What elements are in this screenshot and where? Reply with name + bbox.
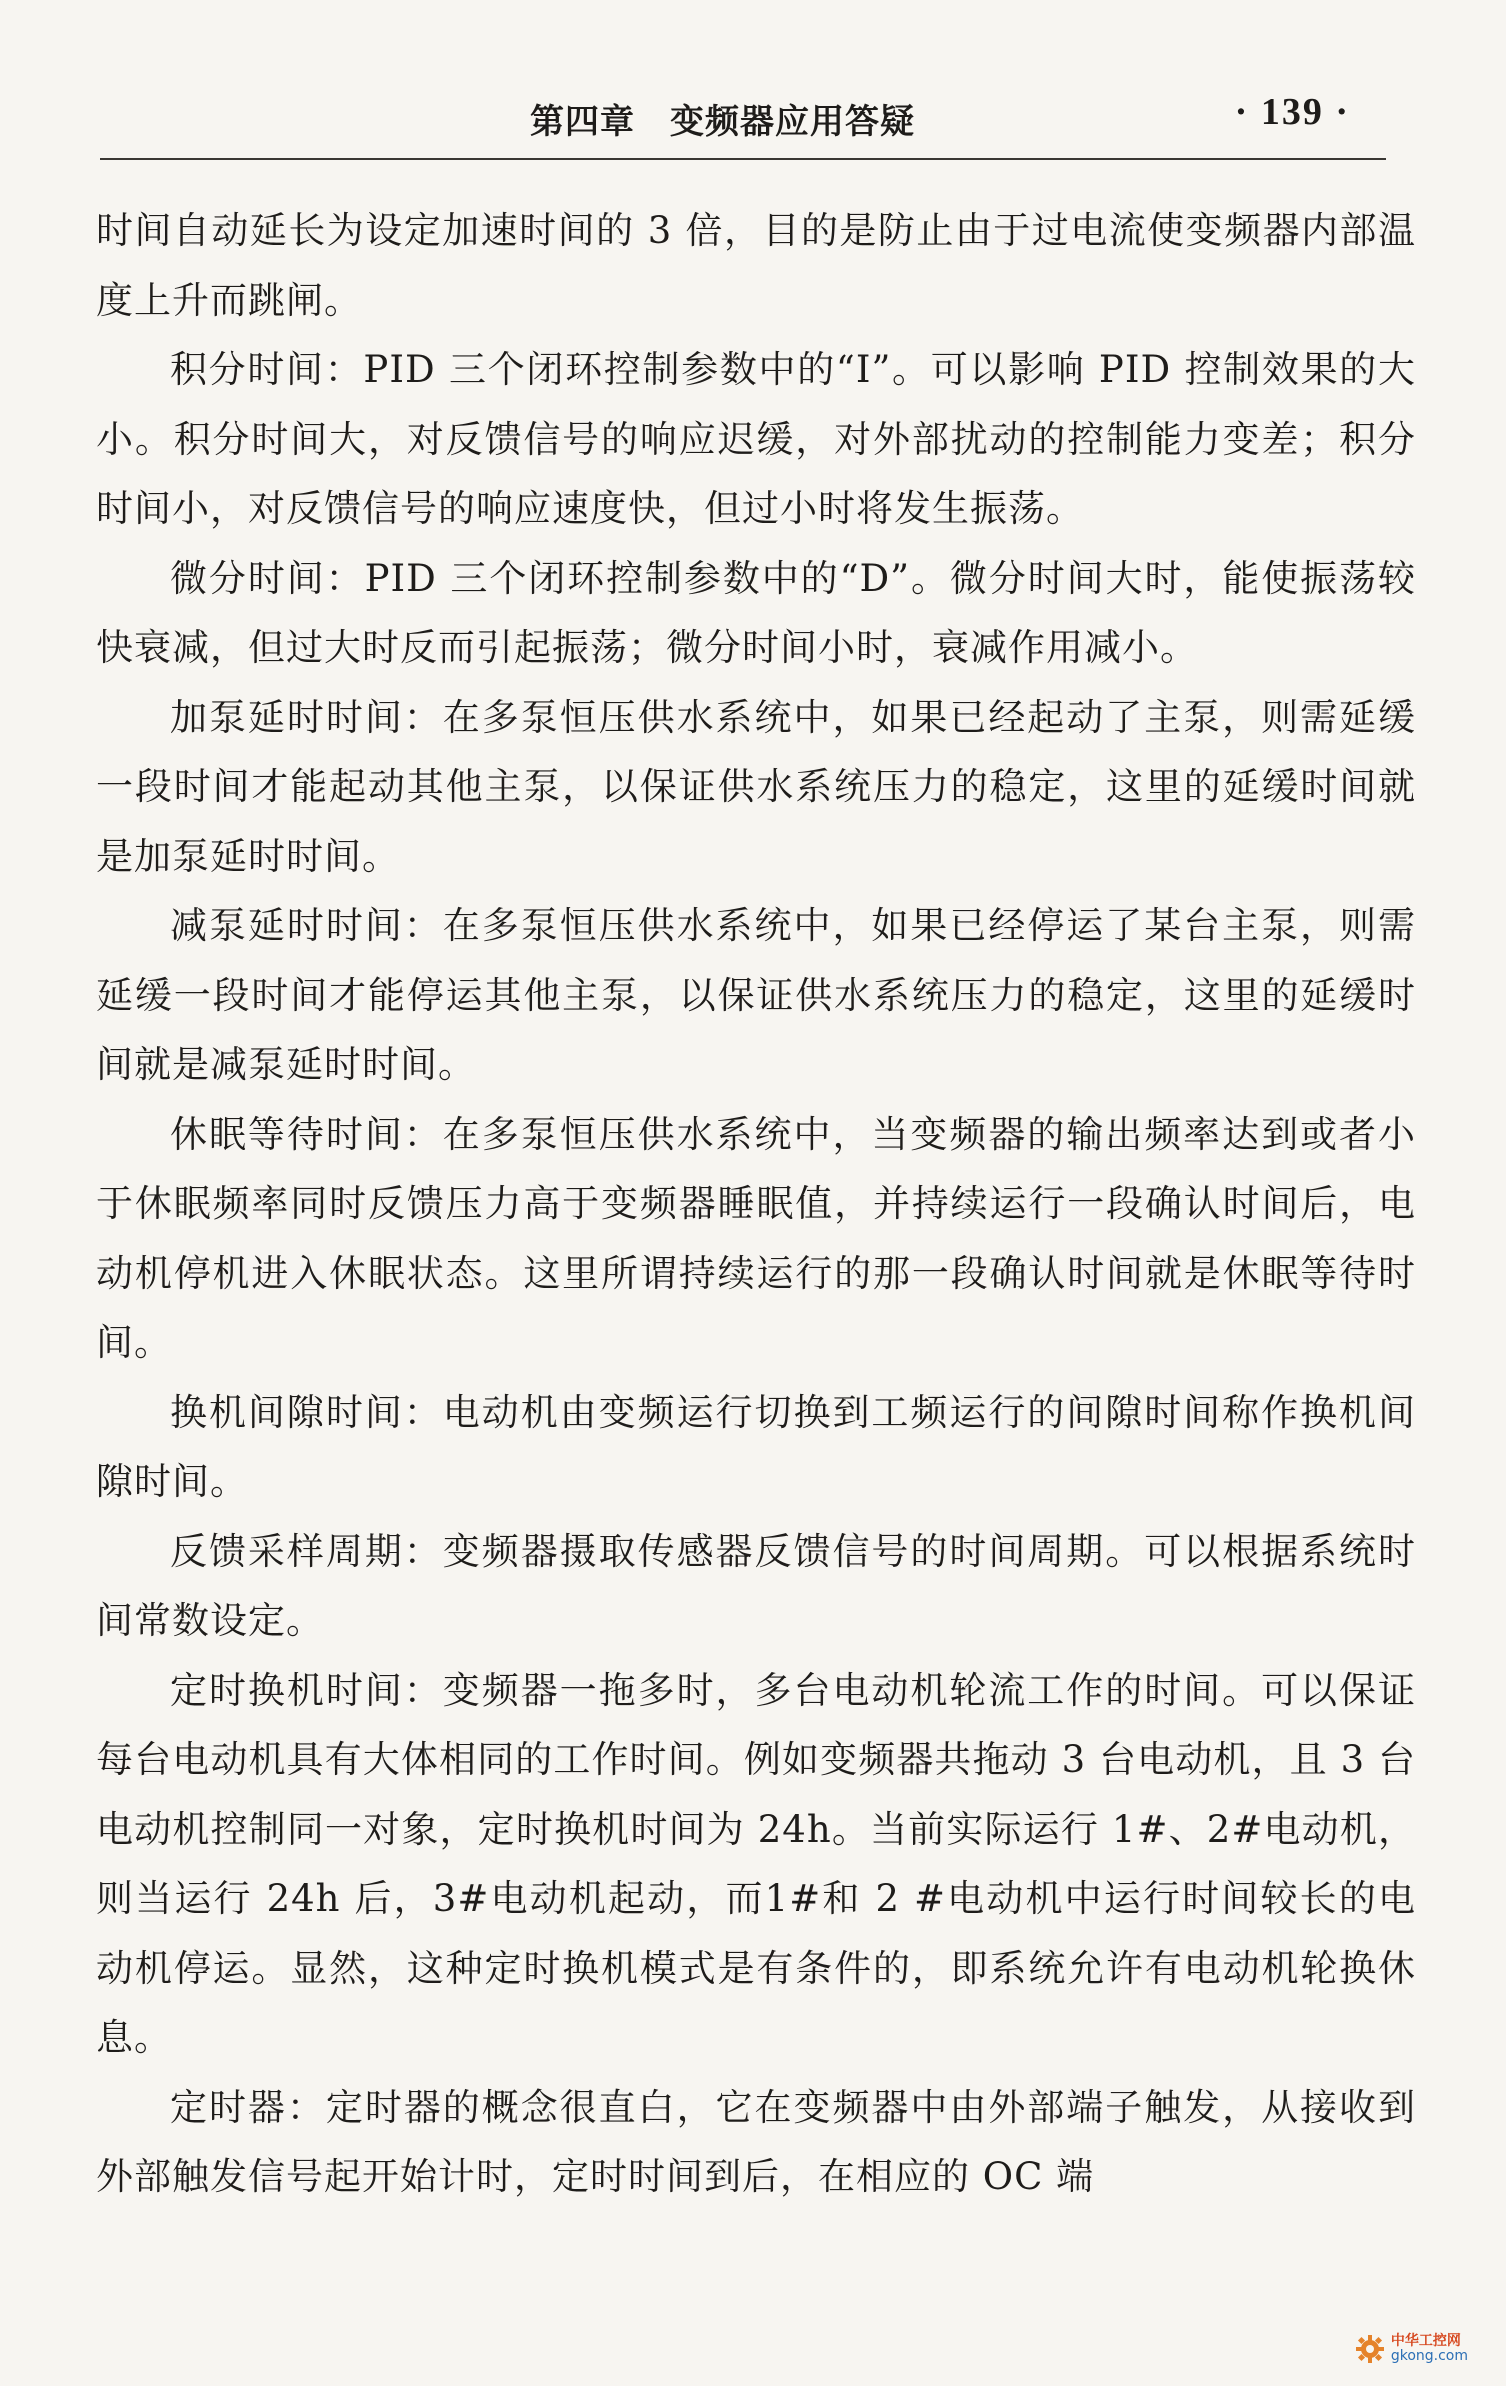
running-header [100,88,1380,152]
paragraph-feedback-sampling: 反馈采样周期：变频器摄取传感器反馈信号的时间周期。可以根据系统时间常数设定。 [96,1529,1416,1642]
gear-icon [1355,2334,1385,2364]
paragraph-pump-add-delay: 加泵延时时间：在多泵恒压供水系统中，如果已经起动了主泵，则需延缓一段时间才能起动其他主泵，以保证供水系统压力的稳定，这里的延缓时间就是加泵延时时间。 [96,695,1416,878]
paragraph-derivative-time: 微分时间：PID 三个闭环控制参数中的“D”。微分时间大时，能使振荡较快衰减，但过大时反而引起振荡；微分时间小时，衰减作用减小。 [96,556,1416,669]
body-text [96,196,1416,2212]
paragraph-integral-time: 积分时间：PID 三个闭环控制参数中的“I”。可以影响 PID 控制效果的大小。积分时间大，对反馈信号的响应迟缓，对外部扰动的控制能力变差；积分时间小，对反馈信号的响应速度快，但过小时将发生振荡。 [96,348,1416,530]
watermark-text [1391,2334,1468,2364]
watermark-line-2: gkong.com [1390,2348,1468,2364]
paragraph-timed-switch: 定时换机时间：变频器一拖多时，多台电动机轮流工作的时间。可以保证每台电动机具有大体相同的工作时间。例如变频器共拖动 3 台电动机，且 3 台电动机控制同一对象，定时换机时间为 24h。当前实际运行 1#、2#电动机，则当运行 24h 后，3#电动机起动，而1#和 2 #电动机中运行时间较长的电动机停运。显然，这种定时换机模式是有条件的，即系统允许有电动机轮换休息。 [96,1668,1416,2059]
watermark-logo [1355,2334,1468,2364]
paragraph-switch-gap-time: 换机间隙时间：电动机由变频运行切换到工频运行的间隙时间称作换机间隙时间。 [96,1390,1416,1503]
watermark-line-1: 中华工控网 [1390,2333,1461,2349]
paragraph-pump-remove-delay: 减泵延时时间：在多泵恒压供水系统中，如果已经停运了某台主泵，则需延缓一段时间才能停运其他主泵，以保证供水系统压力的稳定，这里的延缓时间就是减泵延时时间。 [96,904,1416,1086]
header-divider [100,158,1386,160]
paragraph-continuation: 时间自动延长为设定加速时间的 3 倍，目的是防止由于过电流使变频器内部温度上升而跳闸。 [96,209,1416,322]
page-number: · 139 · [1234,91,1350,133]
chapter-title: 第四章 变频器应用答疑 [530,102,915,142]
paragraph-sleep-wait-time: 休眠等待时间：在多泵恒压供水系统中，当变频器的输出频率达到或者小于休眠频率同时反馈压力高于变频器睡眠值，并持续运行一段确认时间后，电动机停机进入休眠状态。这里所谓持续运行的那一段确认时间就是休眠等待时间。 [96,1112,1416,1364]
paragraph-timer: 定时器：定时器的概念很直白，它在变频器中由外部端子触发，从接收到外部触发信号起开始计时，定时时间到后，在相应的 OC 端 [96,2085,1416,2198]
